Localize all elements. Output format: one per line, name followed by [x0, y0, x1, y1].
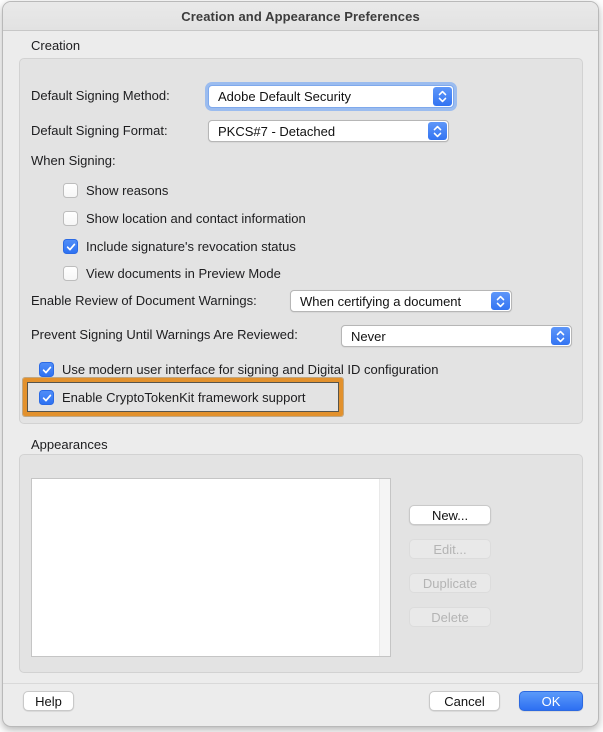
title-bar — [3, 2, 598, 31]
edit-button: Edit... — [409, 539, 491, 559]
default-signing-method-select[interactable] — [208, 85, 454, 108]
checkbox-box[interactable] — [39, 390, 54, 405]
checkbox-cryptotokenkit[interactable] — [39, 389, 306, 406]
checkbox-label: Show location and contact information — [86, 211, 306, 226]
checkbox-label: Show reasons — [86, 183, 169, 198]
chevron-up-down-icon — [551, 327, 570, 345]
checkbox-label: View documents in Preview Mode — [86, 266, 281, 281]
check-icon — [42, 393, 52, 403]
checkbox-show-reasons[interactable] — [63, 182, 168, 199]
default-signing-format-select[interactable] — [208, 120, 449, 142]
checkbox-include-revocation[interactable] — [63, 238, 296, 255]
checkbox-box[interactable] — [63, 266, 78, 281]
footer-divider — [3, 683, 598, 684]
checkbox-label: Enable CryptoTokenKit framework support — [62, 390, 306, 405]
review-warnings-value: When certifying a document — [300, 293, 462, 309]
creation-section-label: Creation — [31, 38, 81, 53]
appearances-list[interactable] — [31, 478, 391, 657]
checkbox-label: Use modern user interface for signing and Digital ID configuration — [62, 362, 439, 377]
duplicate-button: Duplicate — [409, 573, 491, 593]
checkbox-show-location[interactable] — [63, 210, 306, 227]
default-signing-format-label: Default Signing Format: — [31, 123, 168, 138]
chevron-up-down-icon — [433, 87, 452, 106]
chevron-up-down-icon — [428, 122, 447, 140]
check-icon — [66, 242, 76, 252]
when-signing-label: When Signing: — [31, 153, 116, 168]
checkbox-box[interactable] — [63, 239, 78, 254]
checkbox-modern-ui[interactable] — [39, 361, 438, 378]
chevron-up-down-icon — [491, 292, 510, 310]
ok-button[interactable]: OK — [519, 691, 583, 711]
review-warnings-label: Enable Review of Document Warnings: — [31, 293, 257, 308]
help-button[interactable]: Help — [23, 691, 74, 711]
prevent-signing-label: Prevent Signing Until Warnings Are Reviewed: — [31, 327, 298, 342]
checkbox-label: Include signature's revocation status — [86, 239, 296, 254]
prevent-signing-value: Never — [351, 328, 386, 344]
checkbox-box[interactable] — [39, 362, 54, 377]
new-button[interactable]: New... — [409, 505, 491, 525]
checkbox-box[interactable] — [63, 183, 78, 198]
dialog-title: Creation and Appearance Preferences — [181, 8, 420, 24]
check-icon — [42, 365, 52, 375]
review-warnings-select[interactable] — [290, 290, 512, 312]
cancel-button[interactable]: Cancel — [429, 691, 500, 711]
default-signing-format-value: PKCS#7 - Detached — [218, 123, 336, 139]
default-signing-method-label: Default Signing Method: — [31, 88, 170, 103]
preferences-dialog — [2, 1, 599, 727]
appearances-section-label: Appearances — [31, 437, 108, 452]
delete-button: Delete — [409, 607, 491, 627]
scrollbar-track[interactable] — [379, 479, 390, 656]
checkbox-box[interactable] — [63, 211, 78, 226]
prevent-signing-select[interactable] — [341, 325, 572, 347]
checkbox-preview-mode[interactable] — [63, 265, 281, 282]
default-signing-method-value: Adobe Default Security — [218, 89, 351, 104]
